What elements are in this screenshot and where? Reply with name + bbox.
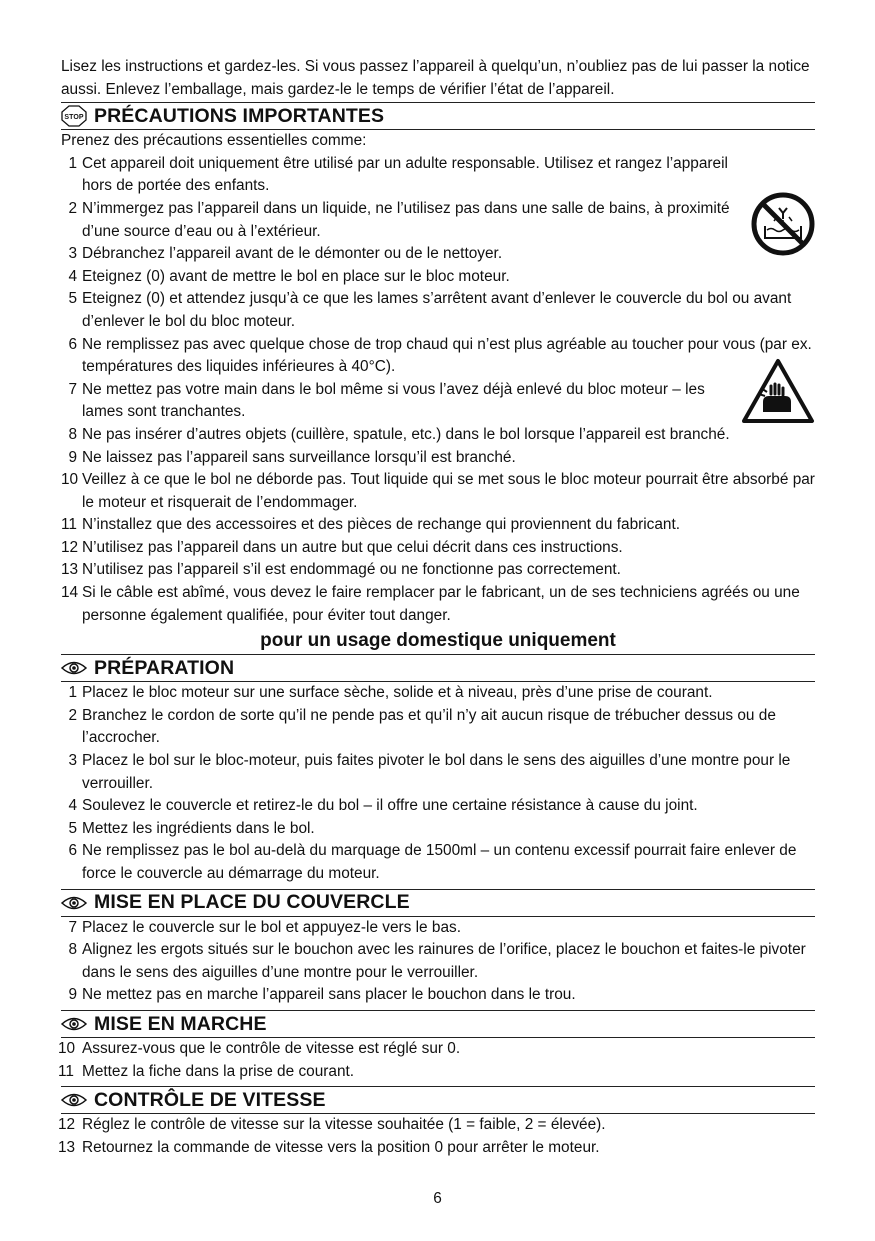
list-item [61, 266, 815, 289]
preparation-title: PRÉPARATION [94, 656, 235, 679]
list-item [61, 469, 815, 514]
list-item [61, 243, 815, 266]
intro-paragraph: Lisez les instructions et gardez-les. Si vous passez l’appareil à quelqu’un, n’oubliez pas de lui passer la notice aussi. Enlevez l’emballage, mais gardez-le le temps de vérifier l’état de l’appareil. [61, 58, 810, 98]
list-item [61, 917, 815, 940]
item-text: Ne pas insérer d’autres objets (cuillère, spatule, etc.) dans le bol lorsque l’appareil est branché. [82, 425, 730, 443]
item-number: 4 [68, 267, 77, 285]
item-text: Eteignez (0) et attendez jusqu’à ce que les lames s’arrêtent avant d’enlever le couvercle du bol ou avant d’enlever le bol du bloc moteur. [82, 290, 792, 330]
list-item [61, 514, 815, 537]
precautions-list [61, 153, 815, 627]
lid-heading [61, 889, 815, 917]
page-number: 6 [433, 1190, 442, 1207]
list-item [61, 795, 815, 818]
item-number: 13 [58, 1138, 76, 1156]
item-number: 5 [68, 819, 77, 837]
item-text: N’utilisez pas l’appareil dans un autre but que celui décrit dans ces instructions. [82, 538, 623, 556]
item-text: Soulevez le couvercle et retirez-le du bol – il offre une certaine résistance à cause du joint. [82, 797, 698, 815]
list-item [58, 1114, 815, 1137]
item-text: Si le câble est abîmé, vous devez le faire remplacer par le fabricant, un de ses techniciens agréés ou une personne également qualifiée, pour éviter tout danger. [82, 584, 800, 624]
item-number: 6 [68, 842, 77, 860]
precautions-lead: Prenez des précautions essentielles comme: [61, 132, 367, 150]
item-text: Ne mettez pas en marche l’appareil sans placer le bouchon dans le trou. [82, 986, 576, 1004]
item-number: 8 [68, 425, 77, 443]
list-item [61, 750, 815, 795]
item-text: Ne laissez pas l’appareil sans surveillance lorsqu’il est branché. [82, 448, 516, 466]
speed-title: CONTRÔLE DE VITESSE [94, 1088, 326, 1111]
list-item [61, 447, 815, 470]
svg-text:STOP: STOP [64, 114, 84, 122]
no-water-immersion-icon [751, 192, 815, 261]
item-text: Alignez les ergots situés sur le bouchon avec les rainures de l’orifice, placez le bouchon et faites-le pivoter dans le sens des aiguilles d’une montre pour le verrouiller. [82, 941, 806, 981]
list-item [61, 984, 815, 1007]
eye-icon [61, 1013, 89, 1035]
item-number: 10 [61, 471, 79, 489]
domestic-use-notice: pour un usage domestique uniquement [260, 630, 616, 652]
list-item [61, 939, 815, 984]
speed-heading [61, 1086, 815, 1114]
item-text: Placez le couvercle sur le bol et appuyez-le vers le bas. [82, 918, 461, 936]
stop-icon [61, 105, 89, 127]
item-text: Mettez la fiche dans la prise de courant. [82, 1062, 355, 1080]
start-heading [61, 1010, 815, 1038]
precautions-heading [61, 103, 815, 130]
sharp-blade-warning-icon [741, 358, 815, 429]
item-number: 12 [61, 538, 79, 556]
item-text: Retournez la commande de vitesse vers la position 0 pour arrêter le moteur. [82, 1138, 600, 1156]
eye-icon [61, 892, 89, 914]
precautions-title: PRÉCAUTIONS IMPORTANTES [94, 104, 385, 127]
item-number: 4 [68, 797, 77, 815]
item-number: 1 [68, 154, 77, 172]
item-number: 12 [58, 1116, 76, 1134]
item-text: Débranchez l’appareil avant de le démonter ou de le nettoyer. [82, 245, 503, 263]
item-text: Ne remplissez pas avec quelque chose de trop chaud qui n’est plus agréable au toucher pour vous (par ex. températures des liquides inférieures à 40°C). [82, 335, 812, 376]
item-text: N’installez que des accessoires et des pièces de rechange qui proviennent du fabricant. [82, 516, 681, 534]
start-list [58, 1038, 815, 1083]
list-item [61, 537, 815, 560]
item-text: Veillez à ce que le bol ne déborde pas. Tout liquide qui se met sous le bloc moteur pourrait être absorbé par le moteur et risquerait de l’endommager. [82, 471, 815, 511]
manual-page [58, 56, 815, 1159]
list-item [61, 582, 815, 627]
item-text: Ne mettez pas votre main dans le bol même si vous l’avez déjà enlevé du bloc moteur – les lames sont tranchantes. [82, 380, 705, 421]
item-number: 6 [68, 335, 77, 353]
list-item [61, 840, 815, 885]
item-number: 10 [58, 1039, 76, 1057]
list-item [61, 424, 815, 447]
item-text: Réglez le contrôle de vitesse sur la vitesse souhaitée (1 = faible, 2 = élevée). [82, 1116, 606, 1134]
list-item [61, 379, 815, 424]
list-item [61, 288, 815, 333]
item-number: 11 [61, 516, 77, 534]
list-item [58, 1038, 815, 1061]
item-number: 3 [68, 752, 77, 770]
eye-icon [61, 1089, 89, 1111]
item-text: Placez le bloc moteur sur une surface sèche, solide et à niveau, près d’une prise de courant. [82, 684, 713, 702]
item-number: 9 [68, 448, 77, 466]
lid-list [61, 917, 815, 1007]
item-text: Assurez-vous que le contrôle de vitesse est réglé sur 0. [82, 1039, 461, 1057]
item-number: 3 [68, 245, 77, 263]
list-item [58, 1061, 815, 1084]
list-item [61, 682, 815, 705]
item-text: Mettez les ingrédients dans le bol. [82, 819, 315, 837]
speed-list [58, 1114, 815, 1159]
item-number: 11 [58, 1062, 74, 1080]
item-text: Ne remplissez pas le bol au-delà du marquage de 1500ml – un contenu excessif pourrait faire enlever de force le couvercle au démarrage du moteur. [82, 842, 797, 882]
item-number: 2 [68, 199, 77, 217]
item-number: 7 [68, 380, 77, 398]
list-item [61, 198, 815, 243]
list-item [61, 334, 815, 379]
eye-icon [61, 657, 89, 679]
item-number: 1 [68, 684, 77, 702]
item-number: 9 [68, 986, 77, 1004]
item-text: Branchez le cordon de sorte qu’il ne pende pas et qu’il n’y ait aucun risque de trébucher dessus ou de l’accrocher. [82, 706, 776, 747]
item-text: Eteignez (0) avant de mettre le bol en place sur le bloc moteur. [82, 267, 510, 285]
item-text: Placez le bol sur le bloc-moteur, puis faites pivoter le bol dans le sens des aiguilles d’une montre pour le verrouiller. [82, 752, 791, 792]
list-item [61, 559, 815, 582]
lid-title: MISE EN PLACE DU COUVERCLE [94, 891, 410, 914]
list-item [61, 818, 815, 841]
list-item [58, 1137, 815, 1160]
preparation-list [61, 682, 815, 885]
item-text: N’utilisez pas l’appareil s’il est endommagé ou ne fonctionne pas correctement. [82, 561, 621, 579]
list-item [61, 705, 815, 750]
item-text: N’immergez pas l’appareil dans un liquide, ne l’utilisez pas dans une salle de bains, à proximité d’une source d’eau ou à l’extérieur. [82, 199, 730, 240]
item-number: 13 [61, 561, 79, 579]
item-number: 8 [68, 941, 77, 959]
item-number: 7 [68, 918, 77, 936]
list-item [61, 153, 815, 198]
item-number: 14 [61, 584, 79, 602]
start-title: MISE EN MARCHE [94, 1012, 267, 1035]
item-number: 2 [68, 706, 77, 724]
preparation-heading [61, 654, 815, 682]
item-number: 5 [68, 290, 77, 308]
item-text: Cet appareil doit uniquement être utilisé par un adulte responsable. Utilisez et rangez l’appareil hors de portée des enfants. [82, 154, 728, 195]
